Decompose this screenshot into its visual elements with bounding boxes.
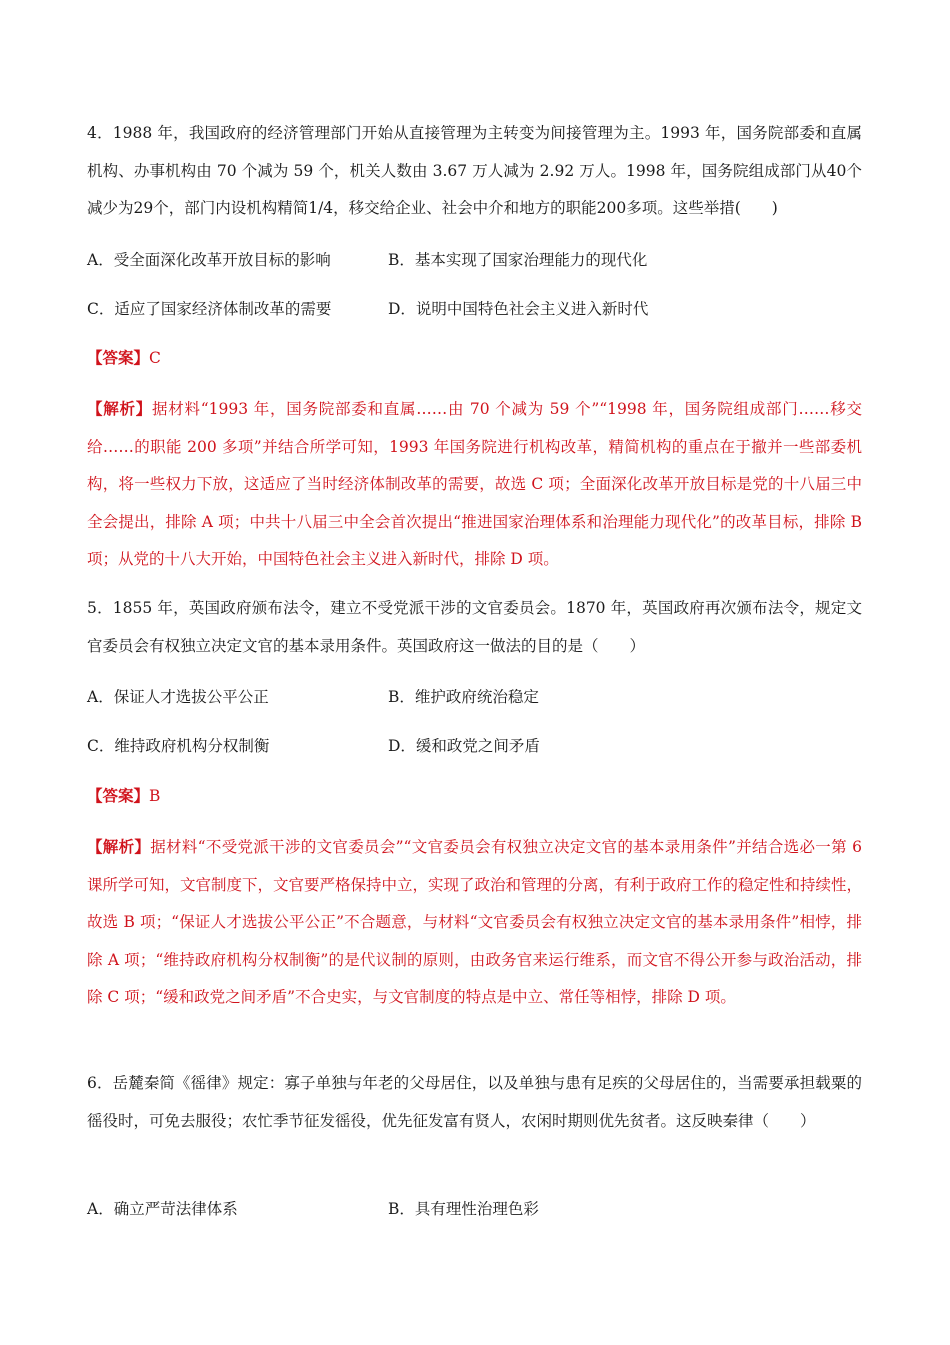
question-6-option-b: B．具有理性治理色彩 bbox=[388, 1200, 539, 1218]
analysis-text: 据材料“不受党派干涉的文官委员会”“文官委员会有权独立决定文官的基本录用条件”并结合选必一第 6 课所学可知，文官制度下，文官要严格保持中立，实现了政治和管理的分离，有利于政府工作的稳定性和持续性，故选 B 项；“保证人才选拔公平公正”不合题意，与材料“文官委员会有权独立决定文官的基本录用条件”相悖，排除 A 项；“维持政府机构分权制衡”的是代议制的原则，由政务官来运行维系，而文官不得公开参与政治活动，排除 C 项；“缓和政党之间矛盾”不合史实，与文官制度的特点是中立、常任等相悖，排除 D 项。 bbox=[87, 838, 863, 1006]
question-5-option-b: B．维护政府统治稳定 bbox=[388, 688, 539, 706]
question-5-option-c: C．维持政府机构分权制衡 bbox=[87, 737, 270, 755]
question-4-option-a: A．受全面深化改革开放目标的影响 bbox=[87, 251, 331, 269]
question-4-option-c: C．适应了国家经济体制改革的需要 bbox=[87, 300, 332, 318]
question-5-option-d: D．缓和政党之间矛盾 bbox=[388, 737, 540, 755]
question-6-option-a: A．确立严苛法律体系 bbox=[87, 1200, 238, 1218]
question-6-stem: 6．岳麓秦简《徭律》规定：寡子单独与年老的父母居住，以及单独与患有足疾的父母居住的，当需要承担载粟的徭役时，可免去服役；农忙季节征发徭役，优先征发富有贤人，农闲时期则优先贫者。这反映秦律（ ） bbox=[87, 1074, 862, 1130]
answer-value: C bbox=[149, 349, 161, 367]
question-4-stem: 4．1988 年，我国政府的经济管理部门开始从直接管理为主转变为间接管理为主。1993 年，国务院部委和直属机构、办事机构由 70 个减为 59 个，机关人数由 3.67 万人减为 2.92 万人。1998 年，国务院组成部门从40个减少为29个，部门内设机构精简1/4，移交给企业、社会中介和地方的职能200多项。这些举措( ) bbox=[87, 124, 862, 217]
question-5-answer bbox=[87, 784, 160, 808]
question-5-option-a: A．保证人才选拔公平公正 bbox=[87, 688, 269, 706]
analysis-text: 据材料“1993 年，国务院部委和直属……由 70 个减为 59 个”“1998 年，国务院组成部门……移交给……的职能 200 多项”并结合所学可知，1993 年国务院进行机构改革，精简机构的重点在于撤并一些部委机构，将一些权力下放，这适应了当时经济体制改革的需要，故选 C 项；全面深化改革开放目标是党的十八届三中全会提出，排除 A 项；中共十八届三中全会首次提出“推进国家治理体系和治理能力现代化”的改革目标，排除 B 项；从党的十八大开始，中国特色社会主义进入新时代，排除 D 项。 bbox=[87, 400, 862, 568]
answer-value: B bbox=[149, 787, 161, 805]
answer-tag: 【答案】 bbox=[87, 348, 150, 367]
question-4-option-b: B．基本实现了国家治理能力的现代化 bbox=[388, 251, 648, 269]
analysis-tag: 【解析】 bbox=[87, 837, 151, 856]
question-4-analysis bbox=[87, 390, 862, 579]
question-5-stem: 5．1855 年，英国政府颁布法令，建立不受党派干涉的文官委员会。1870 年，英国政府再次颁布法令，规定文官委员会有权独立决定文官的基本录用条件。英国政府这一做法的目的是（ ） bbox=[87, 599, 862, 655]
analysis-tag: 【解析】 bbox=[87, 399, 152, 418]
answer-tag: 【答案】 bbox=[87, 786, 150, 805]
question-4-option-d: D．说明中国特色社会主义进入新时代 bbox=[388, 300, 649, 318]
question-4-answer bbox=[87, 346, 161, 370]
question-5-analysis bbox=[87, 828, 862, 1017]
